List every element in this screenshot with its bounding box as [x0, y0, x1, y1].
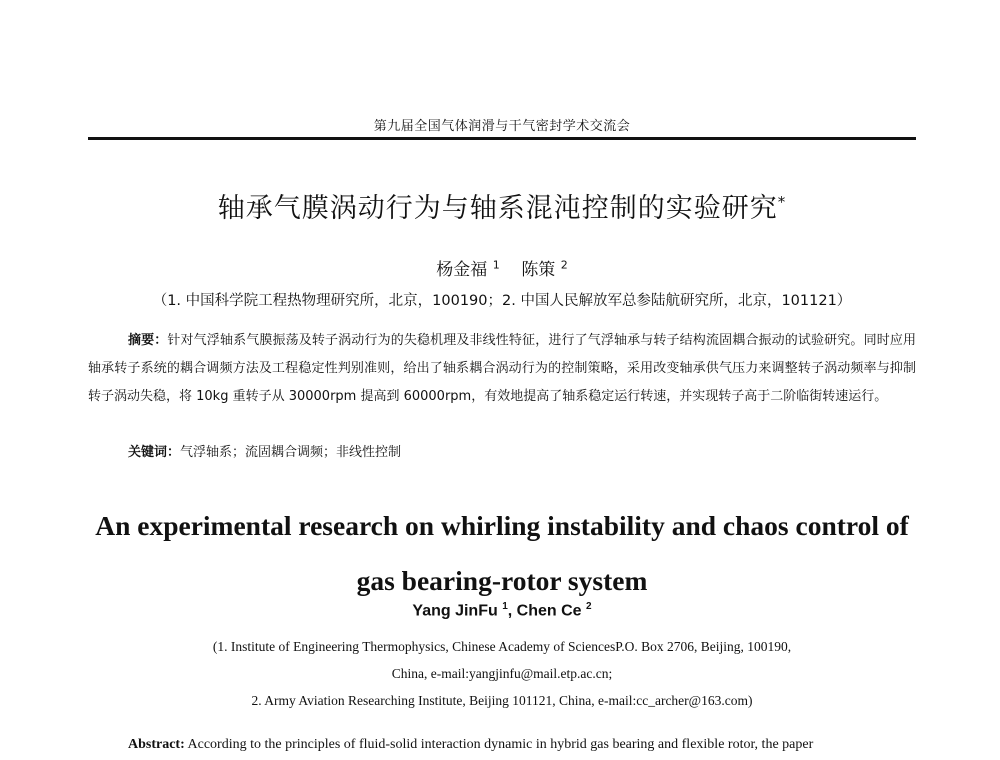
english-author-1: Yang JinFu: [412, 602, 498, 620]
chinese-authors: [88, 255, 916, 280]
chinese-author-1-affil-mark: 1: [492, 258, 500, 272]
title-footnote-mark: *: [777, 193, 787, 211]
english-abstract-label: Abstract:: [128, 737, 185, 752]
english-title-line-2: gas bearing-rotor system: [356, 565, 648, 596]
english-abstract: [88, 731, 916, 759]
chinese-author-2: 陈策: [521, 260, 556, 280]
chinese-abstract: [88, 327, 916, 411]
chinese-author-1: 杨金福: [436, 260, 488, 280]
english-affiliation: [88, 633, 916, 714]
chinese-title-text: 轴承气膜涡动行为与轴系混沌控制的实验研究: [217, 193, 778, 224]
chinese-keywords: [88, 439, 916, 467]
english-title: [88, 498, 916, 608]
running-header: 第九届全国气体润滑与干气密封学术交流会: [373, 119, 631, 134]
english-title-line-1: An experimental research on whirling instability and chaos control of: [95, 510, 909, 541]
chinese-keywords-label: 关键词：: [128, 445, 181, 460]
chinese-title: [88, 186, 916, 225]
chinese-abstract-text: 针对气浮轴系气膜振荡及转子涡动行为的失稳机理及非线性特征，进行了气浮轴承与转子结构流固耦合振动的试验研究。同时应用轴承转子系统的耦合调频方法及工程稳定性判别准则，给出了轴系耦合涡动行为的控制策略，采用改变轴承供气压力来调整转子涡动频率与抑制转子涡动失稳，将 10kg 重转子从 30000rpm 提高到 60000rpm，有效地提高了轴系稳定运行转速，并实现转子高于二阶临街转速运行。: [88, 333, 916, 404]
chinese-affiliation: （1. 中国科学院工程热物理研究所，北京，100190；2. 中国人民解放军总参陆航研究所，北京，101121）: [152, 293, 852, 309]
chinese-author-2-affil-mark: 2: [560, 258, 568, 272]
english-affiliation-line-3: 2. Army Aviation Researching Institute, Beijing 101121, China, e-mail:cc_archer@163.com): [251, 693, 753, 708]
english-abstract-text: According to the principles of fluid-solid interaction dynamic in hybrid gas bearing and flexible rotor, the paper: [187, 737, 814, 752]
english-authors: [88, 601, 916, 620]
english-affiliation-line-2: China, e-mail:yangjinfu@mail.etp.ac.cn;: [391, 666, 613, 681]
chinese-abstract-label: 摘要：: [128, 333, 168, 348]
english-author-1-affil-mark: 1: [502, 601, 508, 612]
english-author-separator: ,: [507, 602, 517, 620]
english-author-2: Chen Ce: [516, 602, 582, 620]
english-author-2-affil-mark: 2: [586, 601, 592, 612]
chinese-keywords-text: 气浮轴系；流固耦合调频；非线性控制: [180, 445, 402, 460]
english-affiliation-line-1: (1. Institute of Engineering Thermophysics, Chinese Academy of SciencesP.O. Box 2706, Beijing, 100190,: [212, 639, 792, 654]
header-rule: [88, 137, 916, 140]
